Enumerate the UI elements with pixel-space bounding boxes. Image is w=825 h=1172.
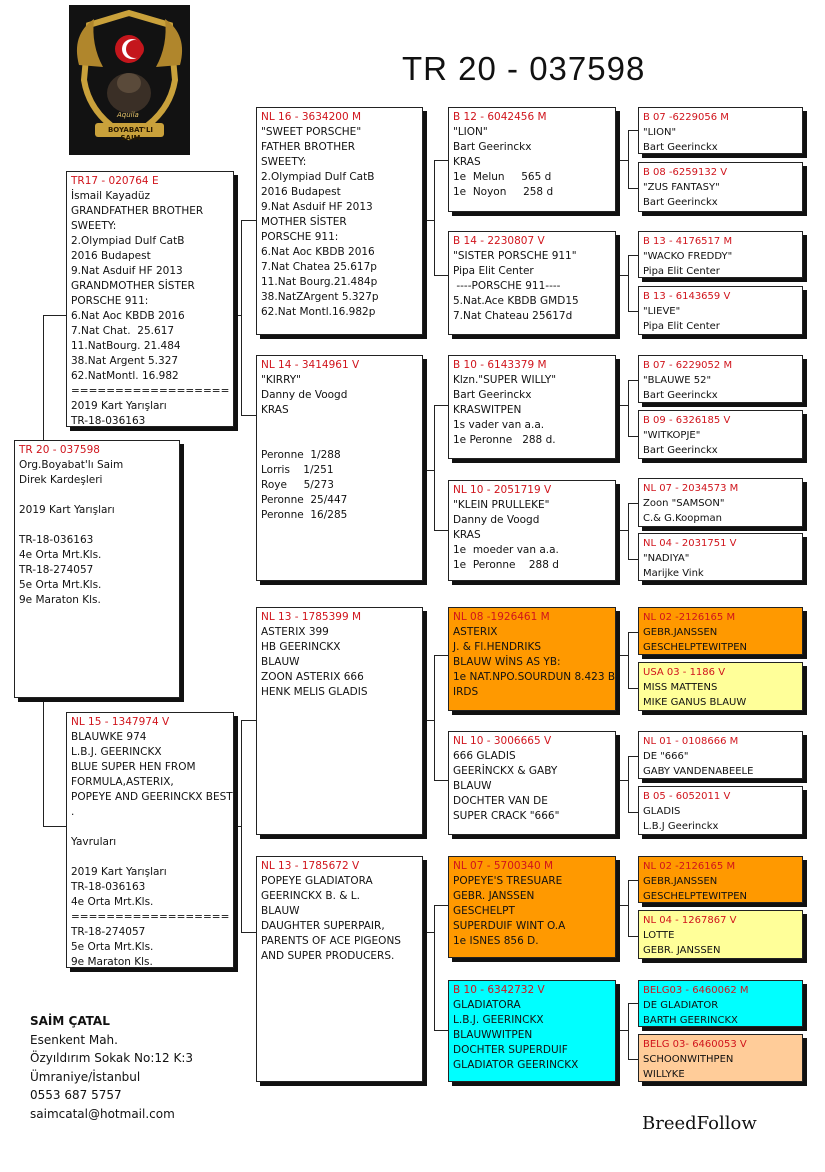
connector-line	[628, 503, 629, 559]
pedigree-box-granddam-dam	[256, 856, 423, 1082]
ring-number: B 13 - 4176517 M	[643, 236, 733, 247]
pedigree-text-line: BLAUW	[261, 656, 300, 668]
connector-line	[236, 315, 241, 316]
connector-line	[619, 905, 628, 906]
pedigree-box-dam	[66, 712, 234, 968]
connector-line	[628, 559, 638, 560]
pedigree-text-line: Zoon "SAMSON"	[643, 498, 725, 509]
pedigree-text-line: GESCHELPT	[453, 905, 515, 917]
pedigree-text-line: ==================	[71, 385, 230, 397]
pedigree-text-line: 1e Peronne 288 d.	[453, 434, 556, 446]
pedigree-box-gggp	[638, 607, 803, 655]
pedigree-text-line: BLAUWWITPEN	[453, 1029, 533, 1041]
pedigree-box-ggp	[448, 480, 616, 581]
ring-number: B 10 - 6342732 V	[453, 984, 545, 996]
pedigree-text-line: SUPERDUIF WINT O.A	[453, 920, 566, 932]
pedigree-text-line: Klzn."SUPER WILLY"	[453, 374, 557, 386]
connector-line	[628, 812, 638, 813]
pedigree-text-line: Pipa Elit Center	[453, 265, 534, 277]
pedigree-text-line: SUPER CRACK "666"	[453, 810, 560, 822]
pedigree-box-ggp	[448, 231, 616, 335]
pedigree-text-line: "SWEET PORSCHE"	[261, 126, 362, 138]
pedigree-text-line: DE "666"	[643, 751, 689, 762]
pedigree-text-line: AND SUPER PRODUCERS.	[261, 950, 395, 962]
pedigree-text-line: POPEYE AND GEERINCKX BEST	[71, 791, 233, 803]
connector-line	[434, 275, 449, 276]
pedigree-text-line: ASTERIX 399	[261, 626, 329, 638]
logo-top-text: Aquila	[117, 111, 139, 119]
connector-line	[236, 826, 241, 827]
pedigree-box-gggp	[638, 355, 803, 403]
ring-number: B 08 -6259132 V	[643, 167, 728, 178]
ring-number: B 13 - 6143659 V	[643, 291, 731, 302]
pedigree-text-line: KRASWITPEN	[453, 404, 522, 416]
pedigree-text-line: "ZUS FANTASY"	[643, 182, 720, 193]
pedigree-text-line: 7.Nat Chatea 25.617p	[261, 261, 377, 273]
pedigree-text-line: Bart Geerinckx	[643, 445, 718, 456]
connector-line	[619, 160, 628, 161]
pedigree-box-ggp	[448, 980, 616, 1082]
pedigree-text-line: 4e Orta Mrt.Kls.	[19, 549, 102, 561]
pedigree-text-line: GEBR. JANSSEN	[453, 890, 535, 902]
pedigree-text-line: Danny de Voogd	[261, 389, 348, 401]
connector-line	[628, 756, 638, 757]
ring-number: TR 20 - 037598	[19, 444, 100, 456]
connector-line	[628, 880, 638, 881]
pedigree-text-line: 2.Olympiad Dulf CatB	[261, 171, 375, 183]
pedigree-text-line: FATHER BROTHER	[261, 141, 356, 153]
pedigree-box-gggp	[638, 786, 803, 835]
pedigree-text-line: Peronne 16/285	[261, 509, 348, 521]
pedigree-text-line: 1e ISNES 856 D.	[453, 935, 539, 947]
connector-line	[628, 255, 638, 256]
pedigree-box-gggp	[638, 478, 803, 527]
pedigree-box-gggp	[638, 1034, 803, 1082]
pedigree-text-line: 1e Melun 565 d	[453, 171, 552, 183]
connector-line	[628, 188, 638, 189]
pedigree-box-granddam-sire	[256, 355, 423, 581]
pedigree-text-line: GESCHELPTEWITPEN	[643, 891, 748, 902]
pedigree-text-line: 9.Nat Asduif HF 2013	[261, 201, 373, 213]
connector-line	[628, 380, 638, 381]
pedigree-text-line: Roye 5/273	[261, 479, 334, 491]
pedigree-box-ggp	[448, 107, 616, 212]
pedigree-box-gggp	[638, 286, 803, 335]
pedigree-box-gggp	[638, 162, 803, 212]
ring-number: BELG 03- 6460053 V	[643, 1039, 747, 1050]
pedigree-text-line: TR-18-274057	[71, 926, 146, 938]
pedigree-text-line: GESCHELPTEWITPEN	[643, 642, 748, 653]
pedigree-text-line: 2.Olympiad Dulf CatB	[71, 235, 185, 247]
connector-line	[628, 1003, 629, 1059]
pedigree-text-line: Peronne 25/447	[261, 494, 348, 506]
ring-number: B 14 - 2230807 V	[453, 235, 545, 247]
pedigree-text-line: GEBR.JANSSEN	[643, 876, 718, 887]
pedigree-text-line: GRANDMOTHER SİSTER	[71, 280, 195, 292]
connector-line	[425, 720, 434, 721]
connector-line	[628, 311, 638, 312]
pedigree-text-line: 4e Orta Mrt.Kls.	[71, 896, 154, 908]
pedigree-text-line: 6.Nat Aoc KBDB 2016	[71, 310, 185, 322]
connector-line	[628, 130, 638, 131]
pedigree-text-line: "KLEIN PRULLEKE"	[453, 499, 550, 511]
pedigree-text-line: "NADIYA"	[643, 553, 690, 564]
ring-number: B 05 - 6052011 V	[643, 791, 731, 802]
pedigree-text-line: KRAS	[261, 404, 289, 416]
connector-line	[628, 756, 629, 812]
pedigree-text-line: PORSCHE 911:	[261, 231, 339, 243]
pedigree-text-line: 6.Nat Aoc KBDB 2016	[261, 246, 375, 258]
pedigree-text-line: .	[71, 806, 75, 818]
logo-banner-text: BOYABAT'LI SAIM	[107, 126, 154, 142]
pedigree-box-gggp	[638, 662, 803, 711]
pedigree-text-line: Pipa Elit Center	[643, 266, 720, 277]
page-title: TR 20 - 037598	[402, 50, 646, 87]
ring-number: NL 13 - 1785399 M	[261, 611, 362, 623]
pedigree-text-line	[261, 418, 419, 433]
connector-line	[628, 1059, 638, 1060]
pedigree-box-sire	[66, 171, 234, 427]
ring-number: TR17 - 020764 E	[71, 175, 159, 187]
ring-number: NL 02 -2126165 M	[643, 861, 736, 872]
connector-line	[434, 780, 449, 781]
connector-line	[425, 470, 434, 471]
pedigree-text-line: L.B.J. GEERINCKX	[71, 746, 162, 758]
pedigree-text-line: DOCHTER SUPERDUIF	[453, 1044, 568, 1056]
pedigree-text-line: "WITKOPJE"	[643, 430, 701, 441]
ring-number: NL 10 - 2051719 V	[453, 484, 552, 496]
pedigree-text-line: SWEETY:	[261, 156, 307, 168]
pedigree-text-line: 2019 Kart Yarışları	[71, 866, 167, 878]
pedigree-text-line: 9.Nat Asduif HF 2013	[71, 265, 183, 277]
ring-number: NL 04 - 2031751 V	[643, 538, 737, 549]
ring-number: B 10 - 6143379 M	[453, 359, 547, 371]
pedigree-text-line: TR-18-036163	[71, 415, 146, 427]
pedigree-text-line: PORSCHE 911:	[71, 295, 149, 307]
pedigree-text-line: 1s vader van a.a.	[453, 419, 545, 431]
pedigree-text-line: MIKE GANUS BLAUW	[643, 697, 747, 708]
connector-line	[434, 1030, 449, 1031]
pedigree-text-line: Bart Geerinckx	[643, 197, 718, 208]
pedigree-text-line: TR-18-274057	[19, 564, 94, 576]
pedigree-text-line: GABY VANDENABEELE	[643, 766, 754, 777]
pedigree-text-line: BLAUWKE 974	[71, 731, 147, 743]
pedigree-text-line: 1e Noyon 258 d	[453, 186, 554, 198]
pedigree-text-line: Danny de Voogd	[453, 514, 540, 526]
connector-line	[628, 688, 638, 689]
pedigree-text-line: BLAUW	[261, 905, 300, 917]
connector-line	[434, 655, 449, 656]
owner-name: SAİM ÇATAL	[30, 1014, 110, 1028]
pedigree-text-line: 9e Maraton Kls.	[19, 594, 101, 606]
pedigree-box-gggp	[638, 856, 803, 903]
pedigree-text-line: FORMULA,ASTERIX,	[71, 776, 174, 788]
pedigree-text-line: "SISTER PORSCHE 911"	[453, 250, 577, 262]
ring-number: NL 08 -1926461 M	[453, 611, 550, 623]
pedigree-box-ggp	[448, 856, 616, 958]
pedigree-box-ggp	[448, 731, 616, 835]
owner-line: Özyıldırım Sokak No:12 K:3	[30, 1051, 194, 1065]
pedigree-text-line: 11.Nat Bourg.21.484p	[261, 276, 378, 288]
pedigree-text-line: BLAUW WİNS AS YB:	[453, 656, 561, 668]
pedigree-box-gggp	[638, 107, 803, 154]
connector-line	[434, 405, 435, 530]
pedigree-text-line	[71, 820, 230, 835]
pedigree-text-line: GRANDFATHER BROTHER	[71, 205, 204, 217]
pedigree-text-line: Yavruları	[71, 836, 117, 848]
pedigree-text-line: GLADIS	[643, 806, 681, 817]
connector-line	[425, 220, 434, 221]
owner-phone: 0553 687 5757	[30, 1088, 122, 1102]
ring-number: B 09 - 6326185 V	[643, 415, 731, 426]
connector-line	[628, 380, 629, 436]
pedigree-text-line: 7.Nat Chat. 25.617	[71, 325, 175, 337]
ring-number: NL 16 - 3634200 M	[261, 111, 362, 123]
pedigree-text-line: SWEETY:	[71, 220, 117, 232]
pedigree-text-line: "WACKO FREDDY"	[643, 251, 733, 262]
ring-number: NL 07 - 2034573 M	[643, 483, 739, 494]
connector-line	[434, 905, 449, 906]
connector-line	[434, 655, 435, 780]
pedigree-box-gggp	[638, 731, 803, 779]
connector-line	[434, 530, 449, 531]
ring-number: NL 13 - 1785672 V	[261, 860, 360, 872]
connector-line	[628, 255, 629, 311]
pedigree-text-line: 2019 Kart Yarışları	[71, 400, 167, 412]
pedigree-text-line: 5e Orta Mrt.Kls.	[71, 941, 154, 953]
pedigree-text-line: KRAS	[453, 156, 481, 168]
pedigree-text-line: TR-18-036163	[19, 534, 94, 546]
pedigree-box-gggp	[638, 980, 803, 1027]
pedigree-text-line: GEBR. JANSSEN	[643, 945, 721, 956]
pedigree-text-line: C.& G.Koopman	[643, 513, 722, 524]
pedigree-text-line: "BLAUWE 52"	[643, 375, 712, 386]
connector-line	[619, 275, 628, 276]
pedigree-text-line: MOTHER SİSTER	[261, 216, 347, 228]
pedigree-text-line: Lorris 1/251	[261, 464, 334, 476]
pedigree-text-line: 2019 Kart Yarışları	[19, 504, 115, 516]
connector-line	[628, 1003, 638, 1004]
pedigree-text-line: 62.Nat Montl.16.982p	[261, 306, 376, 318]
pedigree-text-line: GEBR.JANSSEN	[643, 627, 718, 638]
pedigree-box-grandsire-sire	[256, 107, 423, 335]
pedigree-text-line	[19, 518, 176, 533]
ring-number: B 12 - 6042456 M	[453, 111, 547, 123]
pedigree-text-line: IRDS	[453, 686, 479, 698]
pedigree-text-line: DE GLADIATOR	[643, 1000, 719, 1011]
pedigree-text-line: ASTERIX	[453, 626, 498, 638]
pedigree-box-ggp	[448, 355, 616, 459]
pedigree-text-line: 1e moeder van a.a.	[453, 544, 559, 556]
pedigree-text-line: TR-18-036163	[71, 881, 146, 893]
connector-line	[628, 936, 638, 937]
pedigree-text-line	[261, 433, 419, 448]
ring-number: NL 01 - 0108666 M	[643, 736, 739, 747]
pedigree-text-line: 666 GLADIS	[453, 750, 516, 762]
pedigree-text-line: POPEYE'S TRESUARE	[453, 875, 563, 887]
owner-contact	[30, 1012, 193, 1123]
owner-line: Esenkent Mah.	[30, 1032, 118, 1047]
pedigree-text-line: ZOON ASTERIX 666	[261, 671, 364, 683]
pedigree-text-line: GLADIATOR GEERINCKX	[453, 1059, 579, 1071]
pedigree-text-line: ==================	[71, 911, 230, 923]
pedigree-box-subject	[14, 440, 180, 698]
pedigree-box-gggp	[638, 410, 803, 459]
connector-line	[434, 160, 435, 275]
pedigree-text-line: 11.NatBourg. 21.484	[71, 340, 181, 352]
ring-number: NL 04 - 1267867 V	[643, 915, 737, 926]
ring-number: NL 14 - 3414961 V	[261, 359, 360, 371]
pedigree-text-line: İsmail Kayadüz	[71, 190, 151, 202]
pedigree-text-line: ----PORSCHE 911----	[453, 280, 561, 292]
ring-number: B 07 -6229056 M	[643, 112, 729, 123]
pedigree-text-line: WILLYKE	[643, 1069, 685, 1080]
pedigree-text-line: GLADIATORA	[453, 999, 521, 1011]
pedigree-text-line: HENK MELIS GLADIS	[261, 686, 368, 698]
connector-line	[628, 503, 638, 504]
brand-footer: BreedFollow	[642, 1113, 757, 1134]
ring-number: USA 03 - 1186 V	[643, 667, 726, 678]
connector-line	[628, 632, 638, 633]
pedigree-text-line: Direk Kardeşleri	[19, 474, 103, 486]
pedigree-text-line: 9e Maraton Kls.	[71, 956, 153, 968]
connector-line	[241, 220, 242, 415]
pedigree-text-line: 1e NAT.NPO.SOURDUN 8.423 B	[453, 671, 616, 683]
pedigree-text-line: 38.Nat Argent 5.327	[71, 355, 179, 367]
pedigree-text-line: DAUGHTER SUPERPAIR,	[261, 920, 385, 932]
ring-number: NL 02 -2126165 M	[643, 612, 736, 623]
pedigree-text-line: 2016 Budapest	[71, 250, 151, 262]
connector-line	[434, 160, 449, 161]
connector-line	[434, 905, 435, 1030]
connector-line	[628, 436, 638, 437]
connector-line	[434, 405, 449, 406]
owner-email[interactable]: saimcatal@hotmail.com	[30, 1106, 175, 1121]
pedigree-box-gggp	[638, 231, 803, 278]
ring-number: B 07 - 6229052 M	[643, 360, 733, 371]
pedigree-text-line: DOCHTER VAN DE	[453, 795, 548, 807]
pedigree-text-line: Bart Geerinckx	[643, 390, 718, 401]
pedigree-text-line	[71, 850, 230, 865]
pedigree-text-line: 38.NatZArgent 5.327p	[261, 291, 379, 303]
pedigree-text-line: 7.Nat Chateau 25617d	[453, 310, 573, 322]
pedigree-text-line: GEERINCKX B. & L.	[261, 890, 360, 902]
pedigree-text-line: 1e Peronne 288 d	[453, 559, 559, 571]
pedigree-text-line: Bart Geerinckx	[453, 389, 532, 401]
pedigree-text-line: Marijke Vink	[643, 568, 704, 579]
pedigree-text-line: POPEYE GLADIATORA	[261, 875, 373, 887]
pedigree-box-gggp	[638, 910, 803, 959]
ring-number: NL 15 - 1347974 V	[71, 716, 170, 728]
pedigree-text-line: BLUE SUPER HEN FROM	[71, 761, 196, 773]
pedigree-text-line: "LION"	[453, 126, 488, 138]
connector-line	[619, 530, 628, 531]
connector-line	[628, 632, 629, 688]
connector-line	[619, 780, 628, 781]
pedigree-text-line: LOTTE	[643, 930, 675, 941]
pedigree-box-gggp	[638, 533, 803, 581]
pedigree-text-line: 2016 Budapest	[261, 186, 341, 198]
ring-number: NL 07 - 5700340 M	[453, 860, 554, 872]
connector-line	[619, 1030, 628, 1031]
pedigree-text-line: 62.NatMontl. 16.982	[71, 370, 179, 382]
pedigree-text-line: Org.Boyabat'lı Saim	[19, 459, 124, 471]
pedigree-text-line: Bart Geerinckx	[453, 141, 532, 153]
ring-number: NL 10 - 3006665 V	[453, 735, 552, 747]
pedigree-text-line: GEERİNCKX & GABY	[453, 765, 558, 777]
connector-line	[425, 932, 434, 933]
owner-line: Ümraniye/İstanbul	[30, 1069, 141, 1084]
connector-line	[619, 405, 628, 406]
pedigree-text-line: BLAUW	[453, 780, 492, 792]
pedigree-text-line: 5.Nat.Ace KBDB GMD15	[453, 295, 579, 307]
pedigree-text-line: Bart Geerinckx	[643, 142, 718, 153]
pedigree-text-line: Peronne 1/288	[261, 449, 341, 461]
pedigree-text-line: L.B.J Geerinckx	[643, 821, 719, 832]
pedigree-text-line: "LIEVE"	[643, 306, 681, 317]
pedigree-text-line: "KIRRY"	[261, 374, 301, 386]
pedigree-text-line: KRAS	[453, 529, 481, 541]
pedigree-text-line	[19, 488, 176, 503]
pedigree-box-grandsire-dam	[256, 607, 423, 835]
pedigree-text-line: J. & Fl.HENDRIKS	[453, 641, 542, 653]
pedigree-text-line: HB GEERINCKX	[261, 641, 341, 653]
connector-line	[628, 130, 629, 188]
pedigree-text-line: PARENTS OF ACE PIGEONS	[261, 935, 401, 947]
ring-number: BELG03 - 6460062 M	[643, 985, 749, 996]
pedigree-box-ggp	[448, 607, 616, 711]
pedigree-text-line: L.B.J. GEERINCKX	[453, 1014, 544, 1026]
pedigree-text-line: "LION"	[643, 127, 677, 138]
pedigree-text-line: BARTH GEERINCKX	[643, 1015, 738, 1026]
connector-line	[619, 655, 628, 656]
pedigree-text-line: MISS MATTENS	[643, 682, 718, 693]
pedigree-text-line: 5e Orta Mrt.Kls.	[19, 579, 102, 591]
pedigree-text-line: Pipa Elit Center	[643, 321, 720, 332]
connector-line	[628, 880, 629, 936]
pedigree-text-line: SCHOONWITHPEN	[643, 1054, 734, 1065]
connector-line	[241, 720, 242, 932]
club-logo	[69, 5, 190, 155]
